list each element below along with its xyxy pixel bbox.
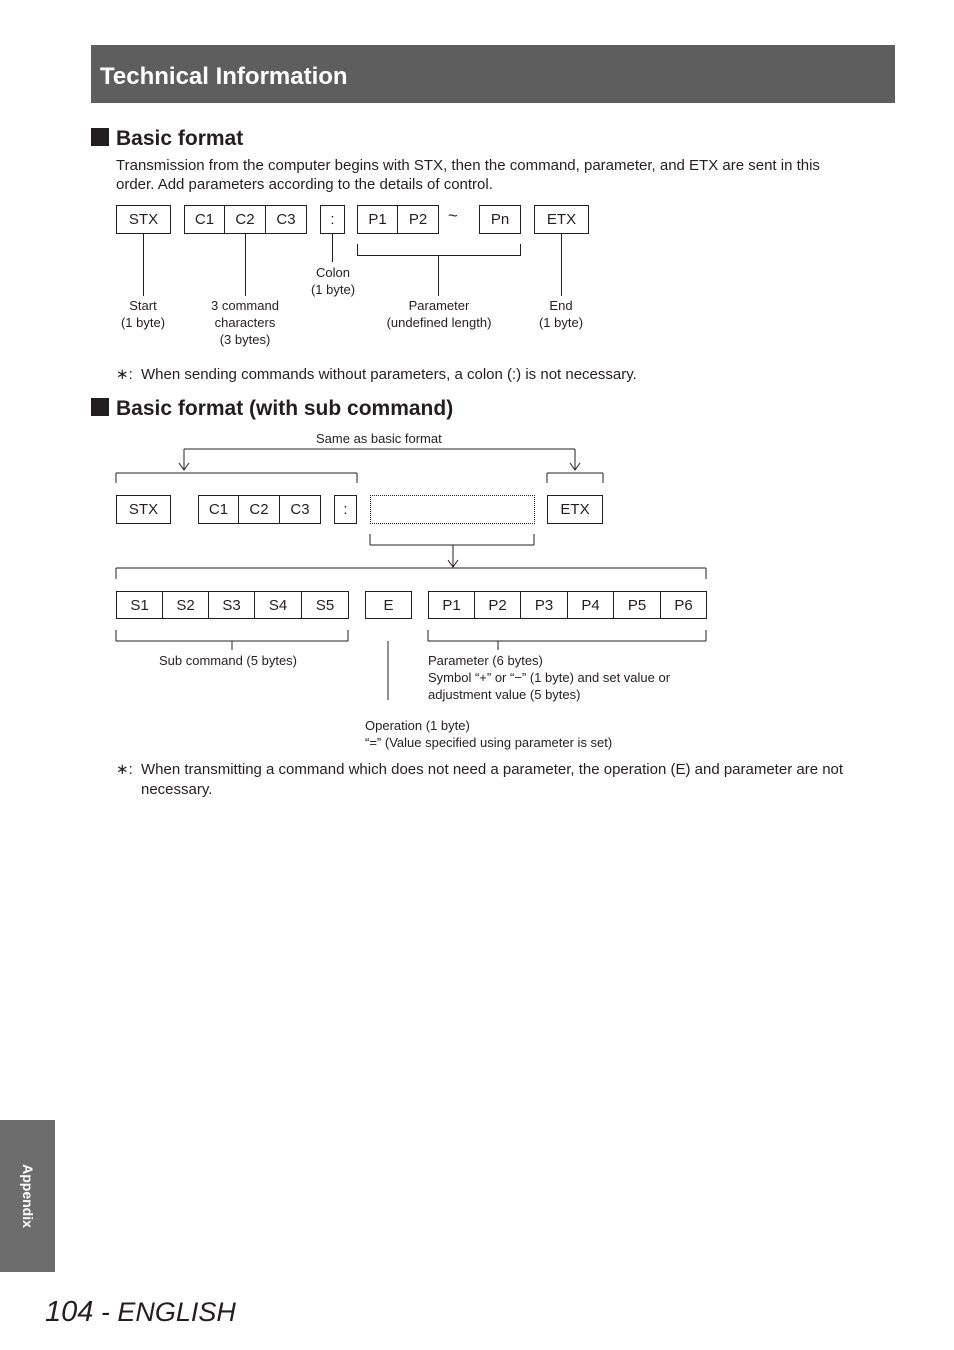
caption-colon: Colon (1 byte) <box>310 265 356 297</box>
cell-etx: ETX <box>534 205 589 234</box>
sub-cell-p6: P6 <box>660 591 707 619</box>
sub-cell-s3: S3 <box>208 591 255 619</box>
page-language: - ENGLISH <box>100 1297 236 1327</box>
page-number <box>45 1298 236 1327</box>
sub-cell-p2: P2 <box>474 591 521 619</box>
appendix-tab <box>0 1120 55 1272</box>
note-mark: ∗: <box>116 761 133 778</box>
cell-colon: : <box>320 205 345 234</box>
sub-cell-s5: S5 <box>301 591 349 619</box>
caption-sub-command: Sub command (5 bytes) <box>159 653 298 668</box>
sub-cell-p3: P3 <box>520 591 568 619</box>
sub-cell-c3: C3 <box>279 495 321 524</box>
caption-operation: Operation (1 byte) “=” (Value specified using parameter is set) <box>365 718 613 750</box>
sub-cell-colon: : <box>334 495 357 524</box>
tilde-symbol: ~ <box>448 206 458 225</box>
basic-paragraph-line1: Transmission from the computer begins with STX, then the command, parameter, and ETX are sent in this <box>116 157 820 174</box>
sub-cell-stx: STX <box>116 495 171 524</box>
cell-p1: P1 <box>357 205 398 234</box>
caption-command: 3 command characters (3 bytes) <box>211 298 279 347</box>
cell-p2: P2 <box>397 205 439 234</box>
caption-end: End (1 byte) <box>538 298 584 330</box>
sub-cell-p1: P1 <box>428 591 475 619</box>
cell-pn: Pn <box>479 205 521 234</box>
sub-cell-c2: C2 <box>238 495 280 524</box>
sub-cell-s2: S2 <box>162 591 209 619</box>
sub-command-placeholder <box>370 495 535 524</box>
caption-parameter: Parameter (undefined length) <box>386 298 492 330</box>
page-title: Technical Information <box>100 63 348 90</box>
basic-paragraph-line2: order. Add parameters according to the details of control. <box>116 176 493 193</box>
sub-cell-c1: C1 <box>198 495 239 524</box>
cell-c2: C2 <box>224 205 266 234</box>
same-as-basic-label: Same as basic format <box>316 431 442 446</box>
basic-note: When sending commands without parameters, a colon (:) is not necessary. <box>141 366 637 383</box>
sub-note-line1: When transmitting a command which does not need a parameter, the operation (E) and parameter are not <box>141 761 844 778</box>
cell-stx: STX <box>116 205 171 234</box>
sub-cell-s1: S1 <box>116 591 163 619</box>
sub-cell-s4: S4 <box>254 591 302 619</box>
page-number-value: 104 <box>45 1296 94 1328</box>
cell-c1: C1 <box>184 205 225 234</box>
appendix-tab-label: Appendix <box>19 1164 36 1228</box>
section-heading-sub: Basic format (with sub command) <box>116 397 454 420</box>
note-mark: ∗: <box>116 366 133 383</box>
sub-cell-etx: ETX <box>547 495 603 524</box>
sub-cell-p4: P4 <box>567 591 614 619</box>
sub-note-line2: necessary. <box>141 781 213 798</box>
caption-start: Start (1 byte) <box>120 298 166 330</box>
cell-c3: C3 <box>265 205 307 234</box>
section-heading-basic: Basic format <box>116 127 244 150</box>
sub-cell-p5: P5 <box>613 591 661 619</box>
caption-sub-param: Parameter (6 bytes) Symbol “+” or “−” (1 byte) and set value or adjustment value (5 bytes) <box>428 653 671 702</box>
sub-cell-e: E <box>365 591 412 619</box>
